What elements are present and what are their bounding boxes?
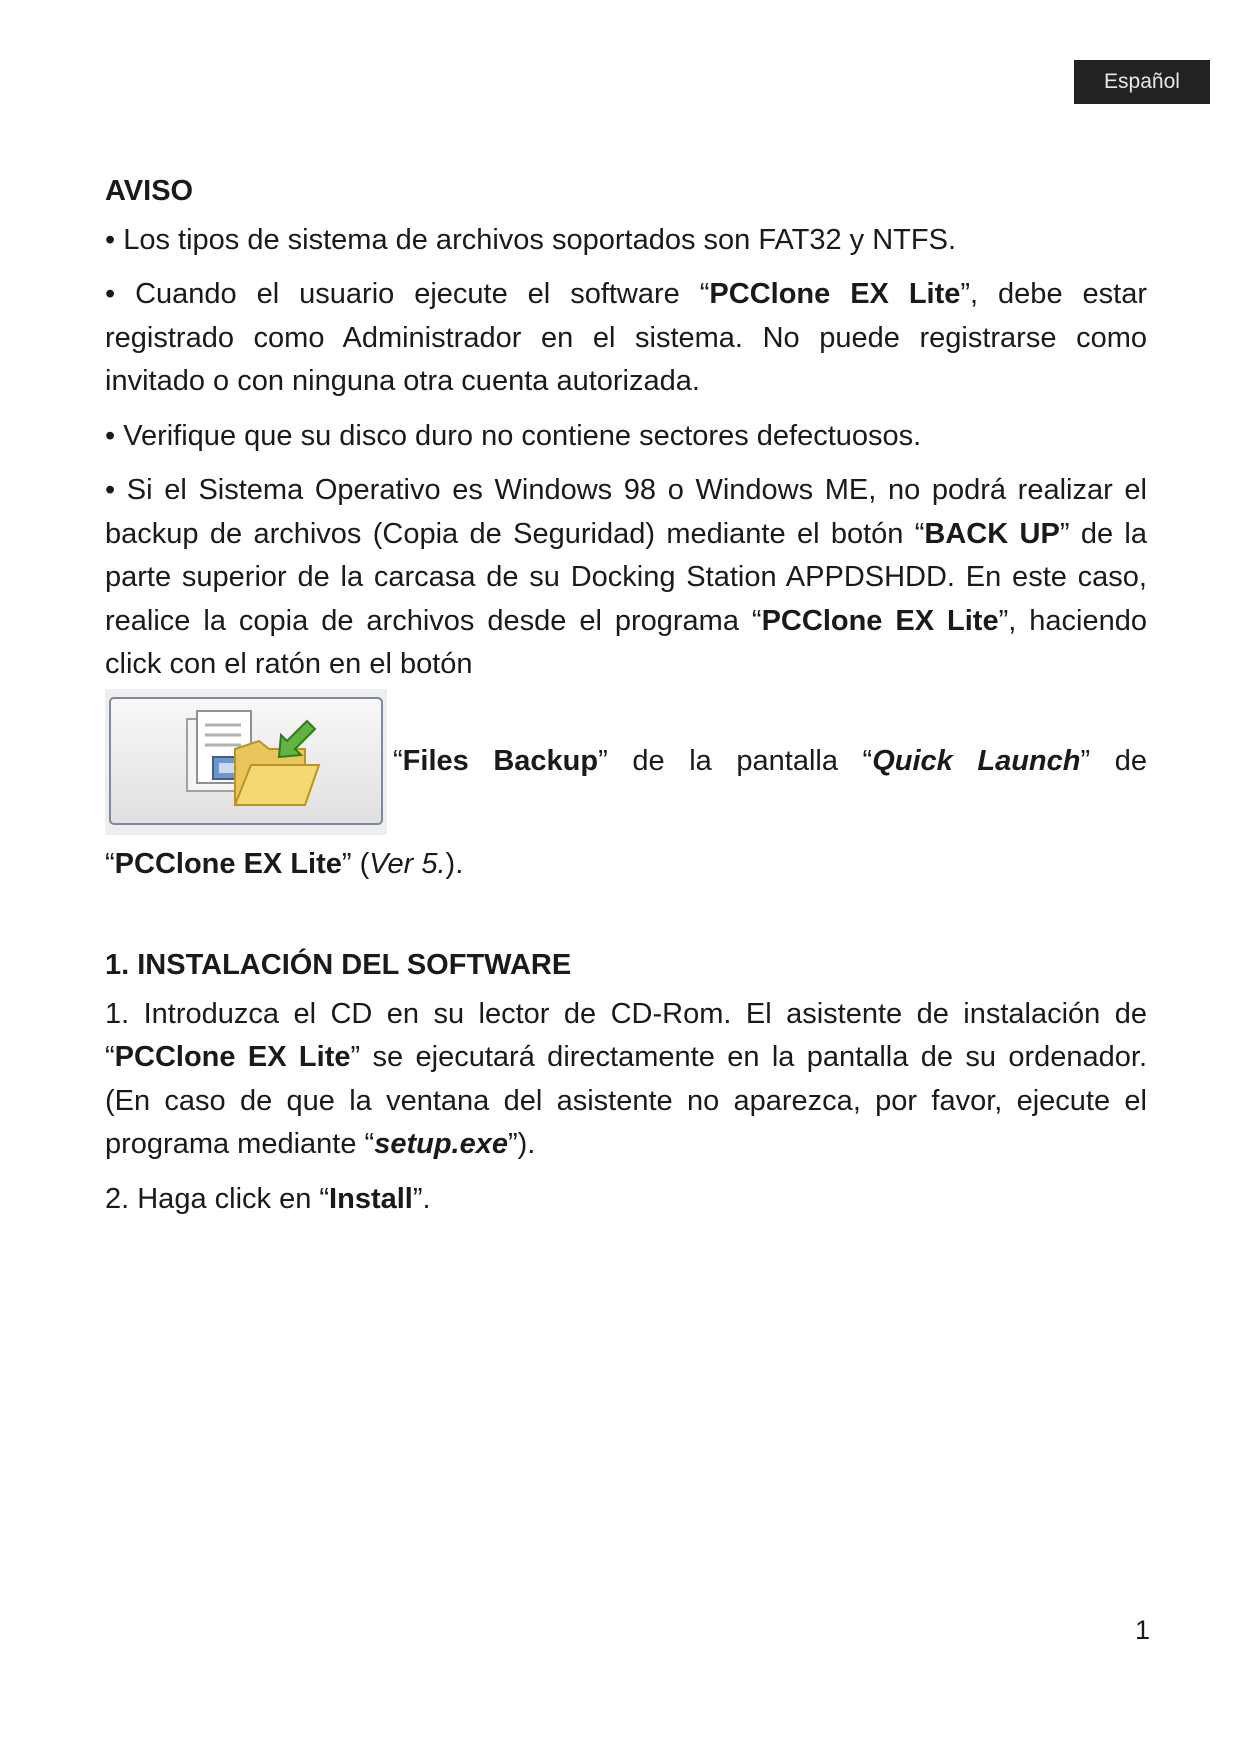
product-name: PCClone EX Lite — [114, 1041, 351, 1073]
files-backup-button[interactable] — [105, 689, 387, 835]
files-backup-caption: “Files Backup” de la pantalla “Quick Launch” de — [393, 744, 1147, 777]
install-step-1: 1. Introduzca el CD en su lector de CD-Rom. El asistente de instalación de “PCClone EX Lite” se ejecutará directamente en la pantalla de su ordenador. (En caso de que la ventana del asistente no aparezca, por favor, ejecute el programa mediante “setup.exe”). — [105, 997, 1147, 1160]
product-version-line: “PCClone EX Lite” (Ver 5.). — [105, 847, 464, 880]
bullet-filesystems: • Los tipos de sistema de archivos soportados son FAT32 y NTFS. — [105, 223, 956, 256]
product-name: PCClone EX Lite — [761, 604, 999, 637]
bullet-windows98: • Si el Sistema Operativo es Windows 98 o Windows ME, no podrá realizar el backup de archivos (Copia de Seguridad) mediante el botón “BACK UP” de la parte superior de la carcasa de su Docking Station APPDSHDD. En este caso, realice la copia de archivos desde el programa “PCClone EX Lite”, haciendo click con el ratón en el botón — [105, 474, 1147, 680]
aviso-heading: AVISO — [105, 175, 194, 207]
back-up-label: BACK UP — [924, 517, 1060, 550]
page-content — [105, 170, 1147, 1232]
product-name: PCClone EX Lite — [709, 278, 961, 310]
files-backup-label: Files Backup — [402, 744, 599, 777]
bullet-administrator: • Cuando el usuario ejecute el software “PCClone EX Lite”, debe estar registrado como Administrador en el sistema. No puede registrarse como invitado o con ninguna otra cuenta autorizada. — [105, 278, 1147, 397]
install-heading: 1. INSTALACIÓN DEL SOFTWARE — [105, 949, 572, 981]
page-number: 1 — [1134, 1615, 1150, 1645]
install-label: Install — [329, 1182, 413, 1215]
bullet-bad-sectors: • Verifique que su disco duro no contiene sectores defectuosos. — [105, 419, 922, 452]
version-label: Ver 5. — [369, 847, 446, 880]
setup-exe-label: setup.exe — [374, 1128, 508, 1160]
files-backup-row — [105, 687, 1147, 837]
files-backup-icon — [179, 705, 329, 817]
install-step-2: 2. Haga click en “Install”. — [105, 1182, 431, 1215]
product-name: PCClone EX Lite — [114, 847, 342, 880]
language-tab: Español — [1074, 60, 1210, 104]
quick-launch-label: Quick Launch — [872, 744, 1081, 777]
